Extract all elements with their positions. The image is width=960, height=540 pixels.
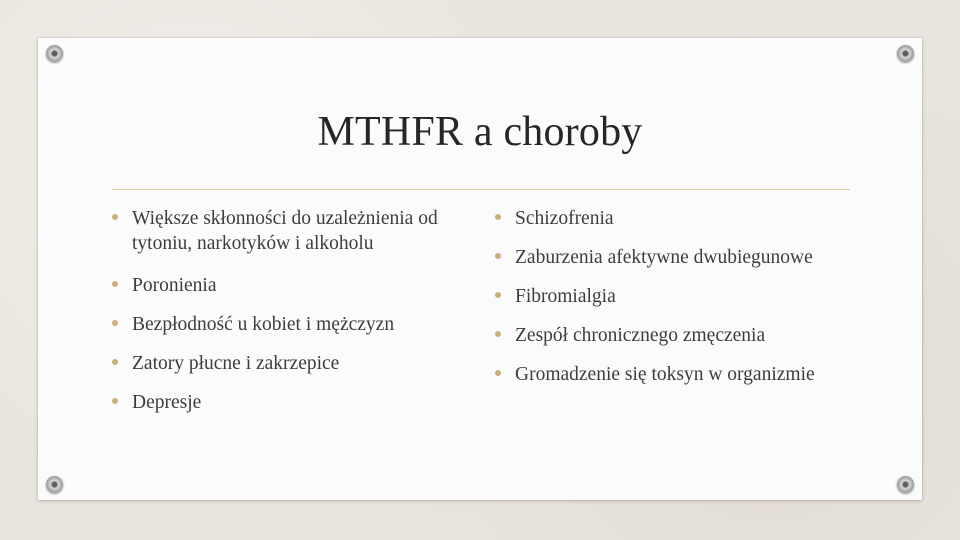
bullet-icon [495,370,501,376]
list-item-text: Większe skłonności do uzależnienia od tytoniu, narkotyków i alkoholu [132,208,438,254]
list-item [110,206,490,256]
bullet-icon [112,359,118,365]
list-item [493,206,883,231]
bullet-icon [112,281,118,287]
pin-icon [46,476,63,493]
pin-icon [897,45,914,62]
list-item [493,323,883,348]
list-item [493,284,883,309]
list-item-text: Zatory płucne i zakrzepice [132,353,340,374]
bullet-icon [495,292,501,298]
list-item-text: Fibromialgia [515,286,616,307]
bullet-icon [112,214,118,220]
list-item-text: Poronienia [132,275,217,296]
slide-card [38,38,922,500]
list-item-text: Zespół chronicznego zmęczenia [515,325,766,346]
list-item-text: Depresje [132,392,202,413]
list-item [493,245,883,270]
list-item [110,351,490,376]
bullet-icon [112,320,118,326]
list-item-text: Zaburzenia afektywne dwubiegunowe [515,247,813,268]
list-item [110,312,490,337]
bullet-icon [495,214,501,220]
pin-icon [46,45,63,62]
list-item-text: Schizofrenia [515,208,614,229]
bullet-icon [112,398,118,404]
list-item-text: Bezpłodność u kobiet i mężczyzn [132,314,395,335]
bullet-icon [495,331,501,337]
right-bullet-list [493,206,883,387]
left-bullet-list [110,206,490,415]
left-column [110,206,490,429]
bullet-icon [495,253,501,259]
title-divider [112,189,850,190]
pin-icon [897,476,914,493]
list-item [110,273,490,298]
list-item [110,390,490,415]
list-item [493,362,883,387]
list-item-text: Gromadzenie się toksyn w organizmie [515,364,815,385]
right-column [493,206,883,401]
slide-title: MTHFR a choroby [317,109,643,155]
